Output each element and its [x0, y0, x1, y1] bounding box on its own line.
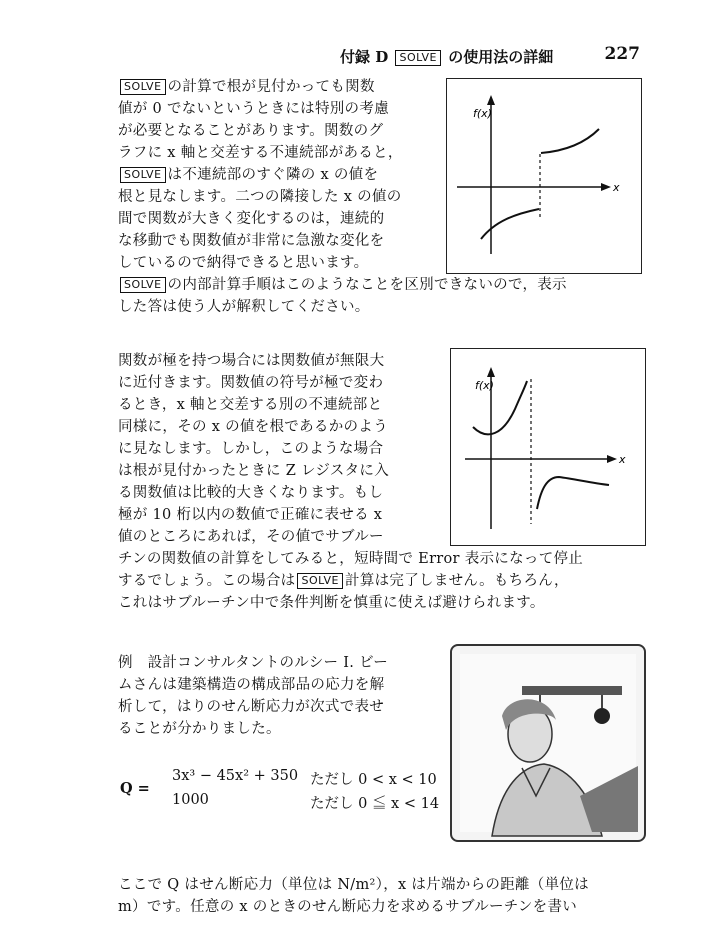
text-line: ここで Q はせん断応力（単位は N/m²），x は片端からの距離（単位は: [118, 877, 589, 893]
text-line: 間で関数が大きく変化するのは，連続的: [118, 211, 385, 227]
text-line: した答は使う人が解釈してください。: [118, 299, 370, 315]
text-line: しているので納得できると思います。: [118, 255, 369, 271]
text-line: するでしょう。この場合は SOLVE 計算は完了しません。もちろん，: [118, 573, 569, 589]
y-axis-arrow: [487, 95, 495, 105]
text-line: ラフに x 軸と交差する不連続部があると，: [118, 145, 403, 161]
text-line: 関数が極を持つ場合には関数値が無限大: [118, 353, 385, 369]
solve-key-label: SOLVE: [120, 167, 166, 183]
figure-discontinuity: [446, 78, 642, 274]
text-line: に近付きます。関数値の符号が極で変わ: [118, 375, 384, 391]
text-line: SOLVE の計算で根が見付かっても関数: [118, 76, 567, 98]
weight: [594, 708, 610, 724]
beam: [522, 686, 622, 695]
pole-graph: [451, 349, 645, 545]
x-axis-arrow: [607, 455, 617, 463]
text-line: に見なします。しかし，このような場合: [118, 441, 384, 457]
text-line: SOLVE は不連続部のすぐ隣の x の値を: [118, 164, 567, 186]
text-line: 根と見なします。二つの隣接した x の値の: [118, 189, 402, 205]
equation-lhs: Q =: [120, 780, 150, 797]
text-line: る関数値は比較的大きくなります。もし: [118, 485, 384, 501]
equation-case2-cond: ただし 0 ≦ x < 14: [310, 796, 440, 812]
x-axis-label: x: [619, 453, 626, 466]
header-suffix: の使用法の詳細: [448, 48, 554, 66]
curve-left: [481, 209, 539, 239]
solve-key-label: SOLVE: [120, 79, 166, 95]
text-line: これはサブルーチン中で条件判断を慎重に使えば避けられます。: [118, 595, 545, 611]
text-line: 値のところにあれば，その値でサブルー: [118, 529, 384, 545]
text-line: 同様に，その x の値を根であるかのよう: [118, 419, 388, 435]
equation-case1-cond: ただし 0 < x < 10: [310, 772, 437, 788]
curve-right-branch: [537, 477, 609, 509]
text-line: が必要となることがあります。関数のグ: [118, 123, 384, 139]
footer-paragraph: [118, 874, 589, 918]
text-line: 値が 0 でないというときには特別の考慮: [118, 101, 389, 117]
text-line: チンの関数値の計算をしてみると，短時間で Error 表示になって停止: [118, 551, 584, 567]
y-axis-arrow: [487, 367, 495, 377]
header-prefix: 付録 D: [340, 48, 389, 66]
text-line: 極が 10 桁以内の数値で正確に表せる x: [118, 507, 383, 523]
engineer-sketch: [452, 646, 644, 840]
solve-key-label: SOLVE: [297, 573, 343, 589]
x-axis-label: x: [613, 181, 620, 194]
y-axis-label: f(x): [475, 379, 494, 392]
text-line: るとき，x 軸と交差する別の不連続部と: [118, 397, 383, 413]
example-paragraph: [118, 652, 388, 740]
text-line: ることが分かりました。: [118, 721, 281, 737]
page-number: 227: [604, 44, 640, 64]
figure-pole: [450, 348, 646, 546]
text-line: ムさんは建築構造の構成部品の応力を解: [118, 677, 385, 693]
illustration-engineer: [450, 644, 646, 842]
solve-key-label: SOLVE: [120, 277, 166, 293]
text-line: な移動でも関数値が非常に急激な変化を: [118, 233, 385, 249]
y-axis-label: f(x): [473, 107, 492, 120]
discontinuity-graph: [447, 79, 641, 273]
curve-right: [541, 129, 599, 153]
solve-key-label: SOLVE: [395, 50, 441, 66]
x-axis-arrow: [601, 183, 611, 191]
equation-case2-expr: 1000: [172, 792, 209, 808]
equation-case1-expr: 3x³ − 45x² + 350: [172, 768, 299, 784]
text-line: m）です。任意の x のときのせん断応力を求めるサブルーチンを書い: [118, 899, 578, 915]
text-line: SOLVE の内部計算手順はこのようなことを区別できないので，表示: [118, 274, 567, 296]
running-header: [340, 46, 640, 67]
text-line: は根が見付かったときに Z レジスタに入: [118, 463, 389, 479]
text-line: 析して，はりのせん断応力が次式で表せ: [118, 699, 385, 715]
text-line: 例 設計コンサルタントのルシー I. ビー: [118, 655, 389, 671]
